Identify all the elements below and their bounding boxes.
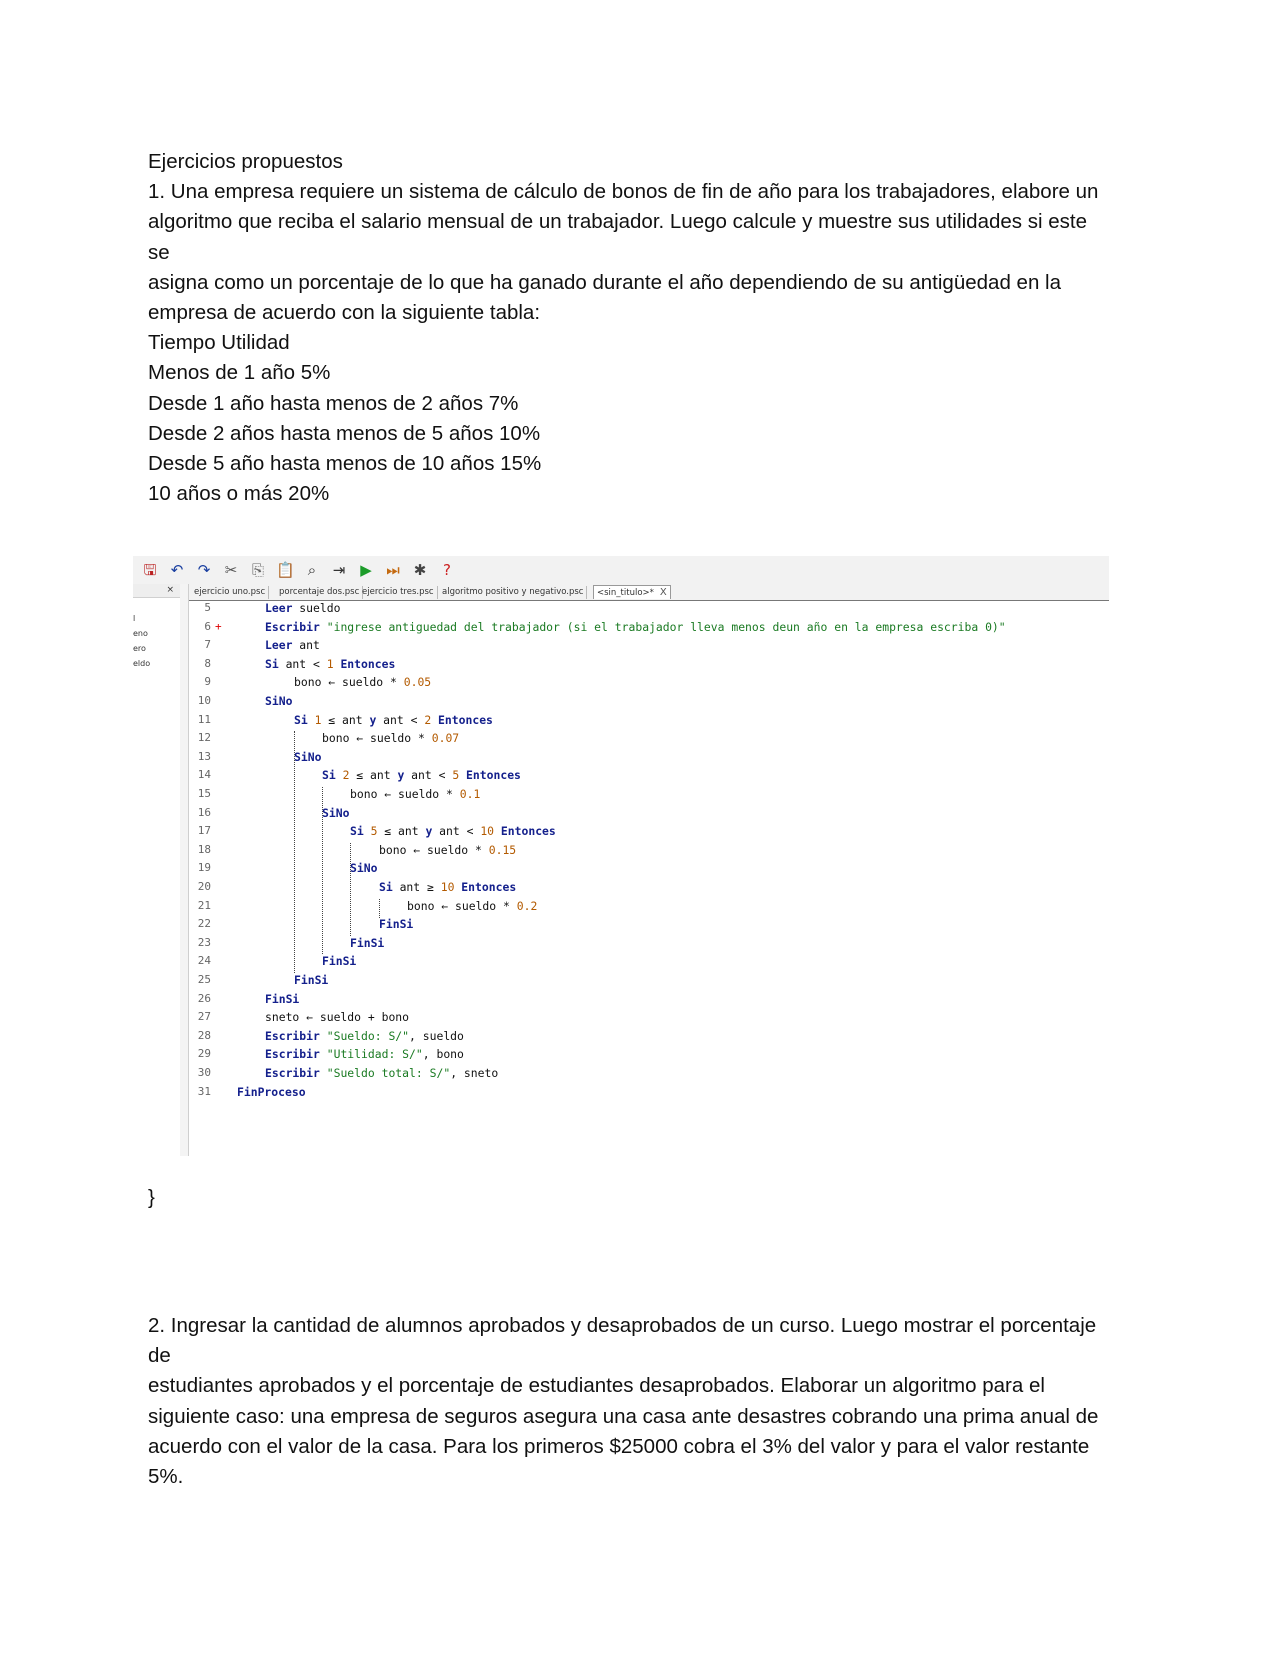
code-line xyxy=(265,992,299,1006)
code-keyword: y xyxy=(369,713,377,727)
code-line xyxy=(350,787,480,801)
code-keyword: FinSi xyxy=(294,973,329,987)
code-keyword: Entonces xyxy=(431,713,493,727)
code-keyword: Si xyxy=(322,768,336,782)
code-line xyxy=(294,973,328,987)
find-icon: ⌕ xyxy=(307,561,317,579)
side-panel xyxy=(133,584,181,1156)
side-panel-header xyxy=(133,584,180,598)
debug-icon: ✱ xyxy=(413,561,427,579)
pseint-editor-screenshot xyxy=(133,556,1109,1156)
closing-brace: } xyxy=(148,1186,155,1209)
file-tab-label: algoritmo positivo y negativo.psc xyxy=(442,587,584,597)
code-string: "Sueldo: S/" xyxy=(319,1029,410,1043)
text-line: Desde 1 año hasta menos de 2 años 7% xyxy=(148,391,519,415)
save-icon: 🖫 xyxy=(143,561,157,579)
text-line: Menos de 1 año 5% xyxy=(148,361,331,385)
code-number: 1 xyxy=(326,657,334,671)
code-number: 10 xyxy=(440,880,455,894)
paste-icon: 📋 xyxy=(276,561,295,579)
line-number: 20 xyxy=(197,880,211,893)
line-number: 30 xyxy=(197,1066,211,1079)
file-tab-label: ejercicio uno.psc xyxy=(194,587,266,597)
code-keyword: FinSi xyxy=(379,917,414,931)
line-number: 15 xyxy=(197,787,211,800)
line-number: 18 xyxy=(197,843,211,856)
line-number: 28 xyxy=(197,1029,211,1042)
code-number: 0.1 xyxy=(459,787,481,801)
code-text: , sneto xyxy=(450,1066,499,1080)
code-number: 0.15 xyxy=(488,843,517,857)
code-text: ant < xyxy=(432,824,481,838)
code-line xyxy=(265,1010,409,1024)
side-panel-text: eldo xyxy=(133,659,151,668)
code-line xyxy=(265,1029,464,1043)
code-line xyxy=(379,880,516,894)
code-line xyxy=(265,620,1006,634)
run-icon: ▶ xyxy=(360,561,372,579)
line-number: 21 xyxy=(197,899,211,912)
code-string: "ingrese antiguedad del trabajador (si el trabajador lleva menos deun año en la empresa escriba 0)" xyxy=(319,620,1006,634)
code-keyword: Entonces xyxy=(454,880,517,894)
code-line xyxy=(265,657,395,671)
code-keyword: Escribir xyxy=(265,620,320,634)
code-keyword: FinSi xyxy=(350,936,385,950)
code-line xyxy=(350,861,377,875)
text-line: estudiantes aprobados y el porcentaje de estudiantes desaprobados. Elaborar un algoritmo para el xyxy=(148,1374,1045,1398)
code-text: bono ← sueldo * xyxy=(407,899,517,913)
code-keyword: y xyxy=(425,824,433,838)
text-line: 1. Una empresa requiere un sistema de cálculo de bonos de fin de año para los trabajadores, elabore un xyxy=(148,180,1099,204)
line-number: 26 xyxy=(197,992,211,1005)
code-keyword: Si xyxy=(350,824,364,838)
indent-guide xyxy=(350,843,351,936)
code-keyword: FinProceso xyxy=(237,1085,306,1099)
line-number: 8 xyxy=(204,657,211,670)
text-line: Desde 2 años hasta menos de 5 años 10% xyxy=(148,421,541,445)
code-keyword: FinSi xyxy=(265,992,300,1006)
text-line: 2. Ingresar la cantidad de alumnos aprobados y desaprobados de un curso. Luego mostrar el porcentaje xyxy=(148,1314,1097,1337)
code-keyword: Leer xyxy=(265,601,293,615)
text-line: de xyxy=(148,1344,171,1368)
file-tab-label: <sin_titulo>* xyxy=(597,588,654,598)
help-icon: ? xyxy=(443,561,451,579)
code-keyword: Si xyxy=(379,880,393,894)
code-number: 1 xyxy=(314,713,322,727)
editor-toolbar xyxy=(133,556,1109,585)
code-line xyxy=(322,806,349,820)
cut-icon: ✂ xyxy=(224,561,238,579)
code-text xyxy=(308,713,315,727)
code-keyword: SiNo xyxy=(265,694,293,708)
line-number: 9 xyxy=(204,675,211,688)
code-text: bono ← sueldo * xyxy=(294,675,404,689)
indent-guide xyxy=(379,899,380,918)
code-text: , bono xyxy=(422,1047,464,1061)
modified-marker: + xyxy=(215,620,222,633)
copy-icon: ⎘ xyxy=(251,561,264,579)
code-keyword: Entonces xyxy=(459,768,521,782)
code-keyword: Leer xyxy=(265,638,293,652)
code-line xyxy=(322,731,459,745)
code-text: ≤ ant xyxy=(377,824,426,838)
code-text: ≤ ant xyxy=(321,713,370,727)
line-number: 31 xyxy=(197,1085,211,1098)
code-keyword: Si xyxy=(294,713,308,727)
line-number: 12 xyxy=(197,731,211,744)
close-tab-icon[interactable]: X xyxy=(659,587,667,598)
code-line xyxy=(350,936,384,950)
text-line: siguiente caso: una empresa de seguros asegura una casa ante desastres cobrando una prima anual de xyxy=(148,1404,1099,1428)
code-keyword: Escribir xyxy=(265,1047,320,1061)
text-line: algoritmo que reciba el salario mensual de un trabajador. Luego calcule y muestre sus utilidades si este xyxy=(148,210,1087,234)
code-line xyxy=(350,824,556,838)
code-keyword: Si xyxy=(265,657,279,671)
line-number: 11 xyxy=(197,713,211,726)
line-number: 22 xyxy=(197,917,211,930)
code-keyword: SiNo xyxy=(350,861,378,875)
text-line: Tiempo Utilidad xyxy=(148,331,290,355)
file-tab-label: ejercicio tres.psc xyxy=(362,587,434,597)
line-number: 5 xyxy=(204,601,211,614)
side-panel-text: ero xyxy=(133,644,146,653)
code-line xyxy=(322,954,356,968)
code-line xyxy=(265,638,320,652)
exercise-2-text xyxy=(148,1311,1128,1492)
code-keyword: Escribir xyxy=(265,1029,320,1043)
text-line: asigna como un porcentaje de lo que ha ganado durante el año dependiendo de su antigüedad en la xyxy=(148,270,1061,294)
code-text: ant < xyxy=(376,713,425,727)
file-tabs xyxy=(189,584,1109,601)
indent-icon: ⇥ xyxy=(332,561,346,579)
code-line xyxy=(294,675,431,689)
code-number: 5 xyxy=(452,768,460,782)
code-keyword: SiNo xyxy=(294,750,322,764)
side-panel-text: l xyxy=(133,614,136,623)
code-line xyxy=(322,768,521,782)
code-line xyxy=(294,713,493,727)
text-line: empresa de acuerdo con la siguiente tabla: xyxy=(148,301,541,325)
code-number: 5 xyxy=(370,824,378,838)
step-icon: ⏭ xyxy=(386,561,400,579)
code-number: 2 xyxy=(424,713,432,727)
code-number: 0.2 xyxy=(516,899,538,913)
line-number: 25 xyxy=(197,973,211,986)
code-number: 2 xyxy=(342,768,350,782)
panel-splitter xyxy=(180,584,189,1156)
line-number: 17 xyxy=(197,824,211,837)
line-number: 6 xyxy=(204,620,211,633)
line-number: 23 xyxy=(197,936,211,949)
file-tab[interactable] xyxy=(359,586,438,599)
undo-icon: ↶ xyxy=(170,561,184,579)
code-text: ant < xyxy=(404,768,453,782)
code-text: ant ≥ xyxy=(392,880,441,894)
code-text xyxy=(364,824,371,838)
code-text xyxy=(336,768,343,782)
code-keyword: y xyxy=(397,768,405,782)
text-line: acuerdo con el valor de la casa. Para los primeros $25000 cobra el 3% del valor y para el valor restante xyxy=(148,1434,1090,1458)
code-line xyxy=(265,694,292,708)
code-text: ant xyxy=(292,638,320,652)
line-number: 13 xyxy=(197,750,211,763)
text-line: Ejercicios propuestos xyxy=(148,150,343,173)
code-line xyxy=(265,1047,464,1061)
code-keyword: Escribir xyxy=(265,1066,320,1080)
code-text: bono ← sueldo * xyxy=(350,787,460,801)
line-number: 27 xyxy=(197,1010,211,1023)
redo-icon: ↷ xyxy=(197,561,211,579)
code-line xyxy=(379,917,413,931)
code-text: ant < xyxy=(278,657,327,671)
file-tab[interactable] xyxy=(191,586,269,599)
code-text: bono ← sueldo * xyxy=(322,731,432,745)
code-keyword: Entonces xyxy=(494,824,556,838)
code-string: "Sueldo total: S/" xyxy=(319,1066,451,1080)
side-panel-text: eno xyxy=(133,629,148,638)
code-keyword: SiNo xyxy=(322,806,350,820)
line-number: 29 xyxy=(197,1047,211,1060)
code-text: sueldo xyxy=(292,601,341,615)
indent-guide xyxy=(322,787,323,954)
line-number: 7 xyxy=(204,638,211,651)
text-line: 10 años o más 20% xyxy=(148,482,330,506)
code-line xyxy=(379,843,516,857)
code-string: "Utilidad: S/" xyxy=(319,1047,423,1061)
file-tab[interactable] xyxy=(593,585,671,599)
code-line xyxy=(294,750,321,764)
text-line: Desde 5 año hasta menos de 10 años 15% xyxy=(148,452,542,476)
code-text: , sueldo xyxy=(409,1029,464,1043)
code-line xyxy=(265,1066,498,1080)
file-tab[interactable] xyxy=(439,586,587,599)
code-line xyxy=(265,601,340,615)
line-number: 10 xyxy=(197,694,211,707)
code-text: ≤ ant xyxy=(349,768,398,782)
text-line: se xyxy=(148,240,170,264)
line-number: 24 xyxy=(197,954,211,967)
code-number: 10 xyxy=(480,824,495,838)
code-line xyxy=(237,1085,306,1099)
line-number: 14 xyxy=(197,768,211,781)
code-number: 0.05 xyxy=(403,675,432,689)
code-keyword: Entonces xyxy=(333,657,396,671)
code-number: 0.07 xyxy=(431,731,460,745)
code-keyword: FinSi xyxy=(322,954,357,968)
code-text: sneto ← sueldo + bono xyxy=(265,1010,410,1024)
code-line xyxy=(407,899,537,913)
close-icon: × xyxy=(166,585,174,595)
line-number: 19 xyxy=(197,861,211,874)
indent-guide xyxy=(294,731,295,973)
code-text: bono ← sueldo * xyxy=(379,843,489,857)
exercise-1-text xyxy=(148,147,1128,509)
line-number: 16 xyxy=(197,806,211,819)
text-line: 5%. xyxy=(148,1465,184,1489)
file-tab[interactable] xyxy=(276,586,363,599)
file-tab-label: porcentaje dos.psc xyxy=(279,587,360,597)
